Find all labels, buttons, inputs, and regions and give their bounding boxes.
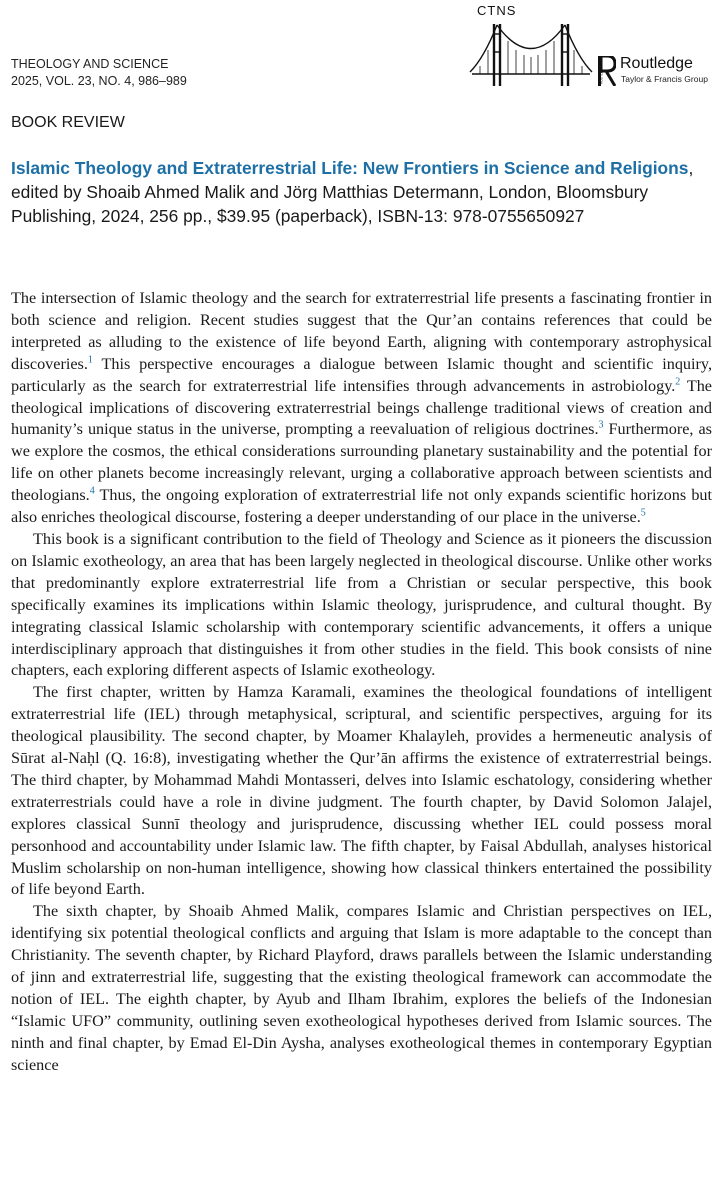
footnote-ref-5[interactable]: 5 <box>640 507 646 519</box>
ctns-logo-text: CTNS <box>477 3 517 18</box>
journal-citation: 2025, VOL. 23, NO. 4, 986–989 <box>11 74 187 88</box>
footnote-ref-3[interactable]: 3 <box>598 420 604 432</box>
p1-sentence-1: The intersection of Islamic theology and the search for extraterrestrial life presents a fascinating frontier in both science and religion. Recent studies suggest that the Qur’an contains references that could be interpreted as alluding to the existence of life beyond Earth, aligning with contemporary astrophysical discoveries. <box>11 289 712 373</box>
footnote-ref-4[interactable]: 4 <box>89 485 95 497</box>
routledge-r-icon <box>598 56 616 86</box>
paragraph-1 <box>11 288 712 529</box>
publisher-logo <box>598 56 724 90</box>
publisher-mark-text: ROUTLEDGE <box>599 64 604 84</box>
p1-sentence-4: Furthermore, as we explore the cosmos, the ethical considerations surrounding planetary sustainability and the potential for life on other planets become increasingly relevant, urging a collaborative approach between scientists and theologians. <box>11 420 712 505</box>
book-title: Islamic Theology and Extraterrestrial Life: New Frontiers in Science and Religions <box>11 158 689 178</box>
publisher-subtitle: Taylor & Francis Group <box>621 74 708 84</box>
p1-sentence-5: Thus, the ongoing exploration of extraterrestrial life not only expands scientific horizons but also enriches theological discourse, fostering a deeper understanding of our place in the universe. <box>11 486 712 527</box>
publisher-name: Routledge <box>620 55 693 72</box>
review-heading <box>11 156 717 228</box>
section-label: BOOK REVIEW <box>11 114 125 131</box>
review-body <box>11 288 712 1077</box>
paragraph-4: The sixth chapter, by Shoaib Ahmed Malik, compares Islamic and Christian perspectives on IEL, identifying six potential theological conflicts and arguing that Islam is more adaptable to the concept than Christianity. The seventh chapter, by Richard Playford, draws parallels between the Islamic understanding of jinn and extraterrestrial life, suggesting that the existing theological framework can accommodate the notion of IEL. The eighth chapter, by Ayub and Ilham Ibrahim, explores the beliefs of the Indonesian “Islamic UFO” community, outlining seven exotheological hypotheses derived from Islamic sources. The ninth and final chapter, by Emad El-Din Aysha, analyses exotheological themes in contemporary Egyptian science <box>11 902 712 1074</box>
paragraph-3: The first chapter, written by Hamza Karamali, examines the theological foundations of intelligent extraterrestrial life (IEL) through metaphysical, scriptural, and scientific perspectives, arguing for its theological plausibility. The second chapter, by Moamer Khalayleh, provides a hermeneutic analysis of Sūrat al-Naḥl (Q. 16:8), investigating whether the Qur’ān affirms the existence of extraterrestrial beings. The third chapter, by Mohammad Mahdi Montasseri, delves into Islamic eschatology, considering whether extraterrestrials could have a role in divine judgment. The fourth chapter, by David Solomon Jalajel, explores classical Sunnī theology and jurisprudence, discussing whether IEL could possess moral personhood and accountability under Islamic law. The fifth chapter, by Faisal Abdullah, analyses historical Muslim scholarship on non-human intelligence, showing how classical thinkers entertained the possibility of life beyond Earth. <box>11 683 712 899</box>
p1-sentence-3: The theological implications of discovering extraterrestrial beings challenge traditional views of creation and humanity’s unique status in the universe, prompting a reevaluation of religious doctrines. <box>11 376 712 439</box>
journal-meta <box>11 56 187 90</box>
paragraph-2: This book is a significant contribution to the field of Theology and Science as it pioneers the discussion on Islamic exotheology, an area that has been largely neglected in theological discourse. Unlike other works that predominantly explore extraterrestrial life from a Christian or secular perspective, this book specifically examines its implications within Islamic theology, jurisprudence, and cultural thought. By integrating classical Islamic scholarship with contemporary scientific advancements, it offers a unique interdisciplinary approach that distinguishes it from other studies in the field. This book consists of nine chapters, each exploring different aspects of Islamic exotheology. <box>11 529 712 680</box>
footnote-ref-2[interactable]: 2 <box>675 376 681 388</box>
journal-name: THEOLOGY AND SCIENCE <box>11 57 169 71</box>
book-details: , edited by Shoaib Ahmed Malik and Jörg Matthias Determann, London, Bloomsbury Publishing, 2024, 256 pp., $39.95 (paperback), ISBN-13: 978-0755650927 <box>11 158 694 226</box>
footnote-ref-1[interactable]: 1 <box>87 354 93 366</box>
p1-sentence-2: This perspective encourages a dialogue between Islamic thought and scientific inquiry, particularly as the search for extraterrestrial life intensifies through advancements in astrobiology. <box>11 354 712 395</box>
